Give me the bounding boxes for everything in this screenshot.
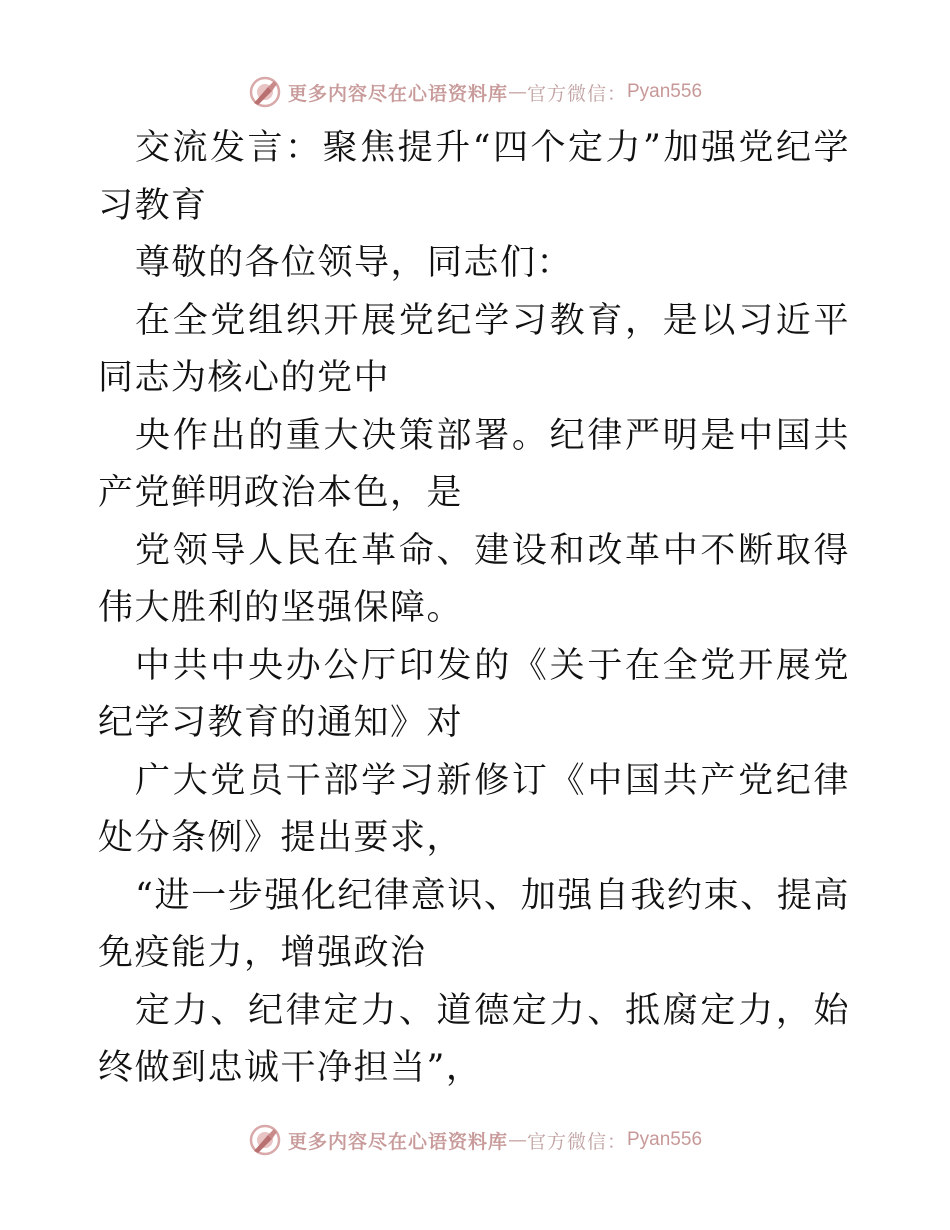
- salutation: 尊敬的各位领导，同志们：: [135, 243, 574, 283]
- body-paragraph: 党领导人民在革命、建设和改革中不断取得伟大胜利的坚强保障。: [98, 530, 850, 628]
- body-paragraph: 定力、纪律定力、道德定力、抵腐定力，始终做到忠诚干净担当”，: [98, 990, 850, 1088]
- footer-wechat-id: Pyan556: [627, 1129, 703, 1150]
- footer-wechat-label: 官方微信：: [526, 1130, 627, 1153]
- body-paragraph: 在全党组织开展党纪学习教育，是以习近平同志为核心的党中: [98, 300, 850, 398]
- footer-brand-text: 更多内容尽在心语资料库: [287, 1130, 508, 1153]
- header-wechat-label: 官方微信：: [526, 82, 627, 105]
- document-body: [98, 120, 850, 1098]
- footer-separator: —: [507, 1129, 527, 1151]
- pen-logo-icon: [248, 1123, 282, 1157]
- body-paragraph: 央作出的重大决策部署。纪律严明是中国共产党鲜明政治本色，是: [98, 415, 850, 513]
- header-wechat-id: Pyan556: [627, 81, 703, 102]
- body-paragraph: 广大党员干部学习新修订《中国共产党纪律处分条例》提出要求，: [98, 760, 850, 858]
- body-paragraph: 中共中央办公厅印发的《关于在全党开展党纪学习教育的通知》对: [98, 645, 850, 743]
- pen-logo-icon: [248, 75, 282, 109]
- body-paragraph: “进一步强化纪律意识、加强自我约束、提高免疫能力，增强政治: [98, 875, 850, 973]
- header-watermark: [0, 72, 950, 112]
- header-separator: —: [507, 81, 527, 103]
- document-title: 交流发言：聚焦提升“四个定力”加强党纪学习教育: [98, 128, 850, 226]
- footer-watermark: [0, 1120, 950, 1160]
- header-brand-text: 更多内容尽在心语资料库: [287, 82, 508, 105]
